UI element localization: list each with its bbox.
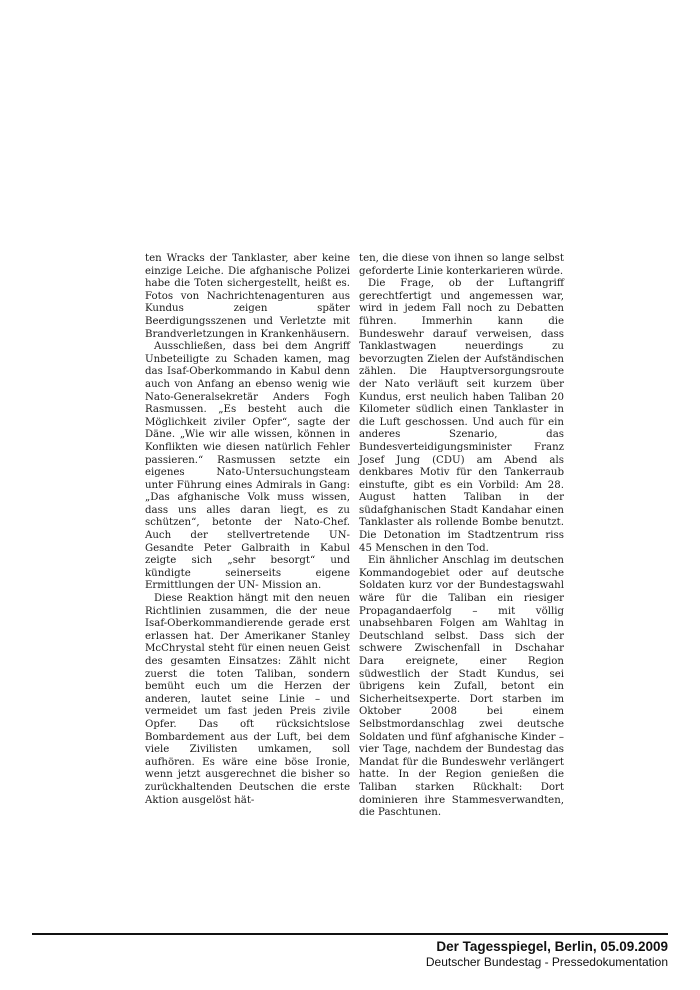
paragraph: Ein ähnlicher Anschlag im deutschen Kommandogebiet oder auf deutsche Soldaten kurz vor der Bundestagswahl wäre für die Taliban ein riesiger Propagandaerfolg – mit völlig unabsehbaren Folgen am Wahltag in Deutschland selbst. Dass sich der schwere Zwischenfall in Dschahar Dara ereignete, einer Region südwestlich der Stadt Kundus, sei übrigens kein Zufall, betont ein Sicherheitsexperte. Dort starben im Oktober 2008 bei einem Selbstmordanschlag zwei deutsche Soldaten und fünf afghanische Kinder – vier Tage, nachdem der Bundestag das Mandat für die Bundeswehr verlängert hatte. In der Region genießen die Taliban starken Rückhalt: Dort dominieren ihre Stammesverwandten, die Paschtunen. — [359, 555, 564, 819]
footer-divider — [32, 933, 668, 935]
paragraph: Ausschließen, dass bei dem Angriff Unbeteiligte zu Schaden kamen, mag das Isaf-Oberkommando in Kabul denn auch von Anfang an ebenso wenig wie Nato-Generalsekretär Anders Fogh Rasmussen. „Es besteht auch die Möglichkeit ziviler Opfer“, sagte der Däne. „Wie wir alle wissen, können in Konflikten wie diesen natürlich Fehler passieren.“ Rasmussen setzte ein eigenes Nato-Untersuchungsteam unter Führung eines Admirals in Gang: „Das afghanische Volk muss wissen, dass uns alles daran liegt, es zu schützen“, betonte der Nato-Chef. Auch der stellvertretende UN-Gesandte Peter Galbraith in Kabul zeigte sich „sehr besorgt“ und kündigte seinerseits eigene Ermittlungen der UN- Mission an. — [145, 341, 350, 592]
paragraph: Diese Reaktion hängt mit den neuen Richtlinien zusammen, die der neue Isaf-Oberkommandierende gerade erst erlassen hat. Der Amerikaner Stanley McChrystal steht für einen neuen Geist des gesamten Einsatzes: Zählt nicht zuerst die toten Taliban, sondern bemüht euch um die Herzen der anderen, lautet seine Linie – und vermeidet um fast jeden Preis zivile Opfer. Das oft rücksichtslose Bombardement aus der Luft, bei dem viele Zivilisten umkamen, soll aufhören. Es wäre eine böse Ironie, wenn jetzt ausgerechnet die bisher so zurückhaltenden Deutschen die erste Aktion ausgelöst hät- — [145, 593, 350, 806]
organization-line: Deutscher Bundestag - Pressedokumentation — [425, 955, 668, 969]
source-footer — [426, 938, 668, 970]
publication-line: Der Tagesspiegel, Berlin, 05.09.2009 — [436, 939, 668, 954]
paragraph: Die Frage, ob der Luftangriff gerechtfertigt und angemessen war, wird in jedem Fall noch zu Debatten führen. Immerhin kann die Bundeswehr darauf verweisen, dass Tanklastwagen neuerdings zu bevorzugten Zielen der Aufständischen zählen. Die Hauptversorgungsroute der Nato verläuft seit kurzem über Kundus, erst neulich haben Taliban 20 Kilometer südlich einen Tanklaster in die Luft geschossen. Und auch für ein anderes Szenario, das Bundesverteidigungsminister Franz Josef Jung (CDU) am Abend als denkbares Motiv für den Tankerraub einstufte, gibt es ein Vorbild: Am 28. August hatten Taliban in der südafghanischen Stadt Kandahar einen Tanklaster als rollende Bombe benutzt. Die Detonation im Stadtzentrum riss 45 Menschen in den Tod. — [359, 278, 564, 554]
article-column-right — [359, 253, 564, 820]
article-column-left — [145, 253, 350, 807]
paragraph: ten Wracks der Tanklaster, aber keine einzige Leiche. Die afghanische Polizei habe die Toten sichergestellt, heißt es. Fotos von Nachrichtenagenturen aus Kundus zeigen später Beerdigungsszenen und Verletzte mit Brandverletzungen in Krankenhäusern. — [145, 253, 350, 340]
paragraph: ten, die diese von ihnen so lange selbst geforderte Linie konterkarieren würde. — [359, 253, 564, 277]
